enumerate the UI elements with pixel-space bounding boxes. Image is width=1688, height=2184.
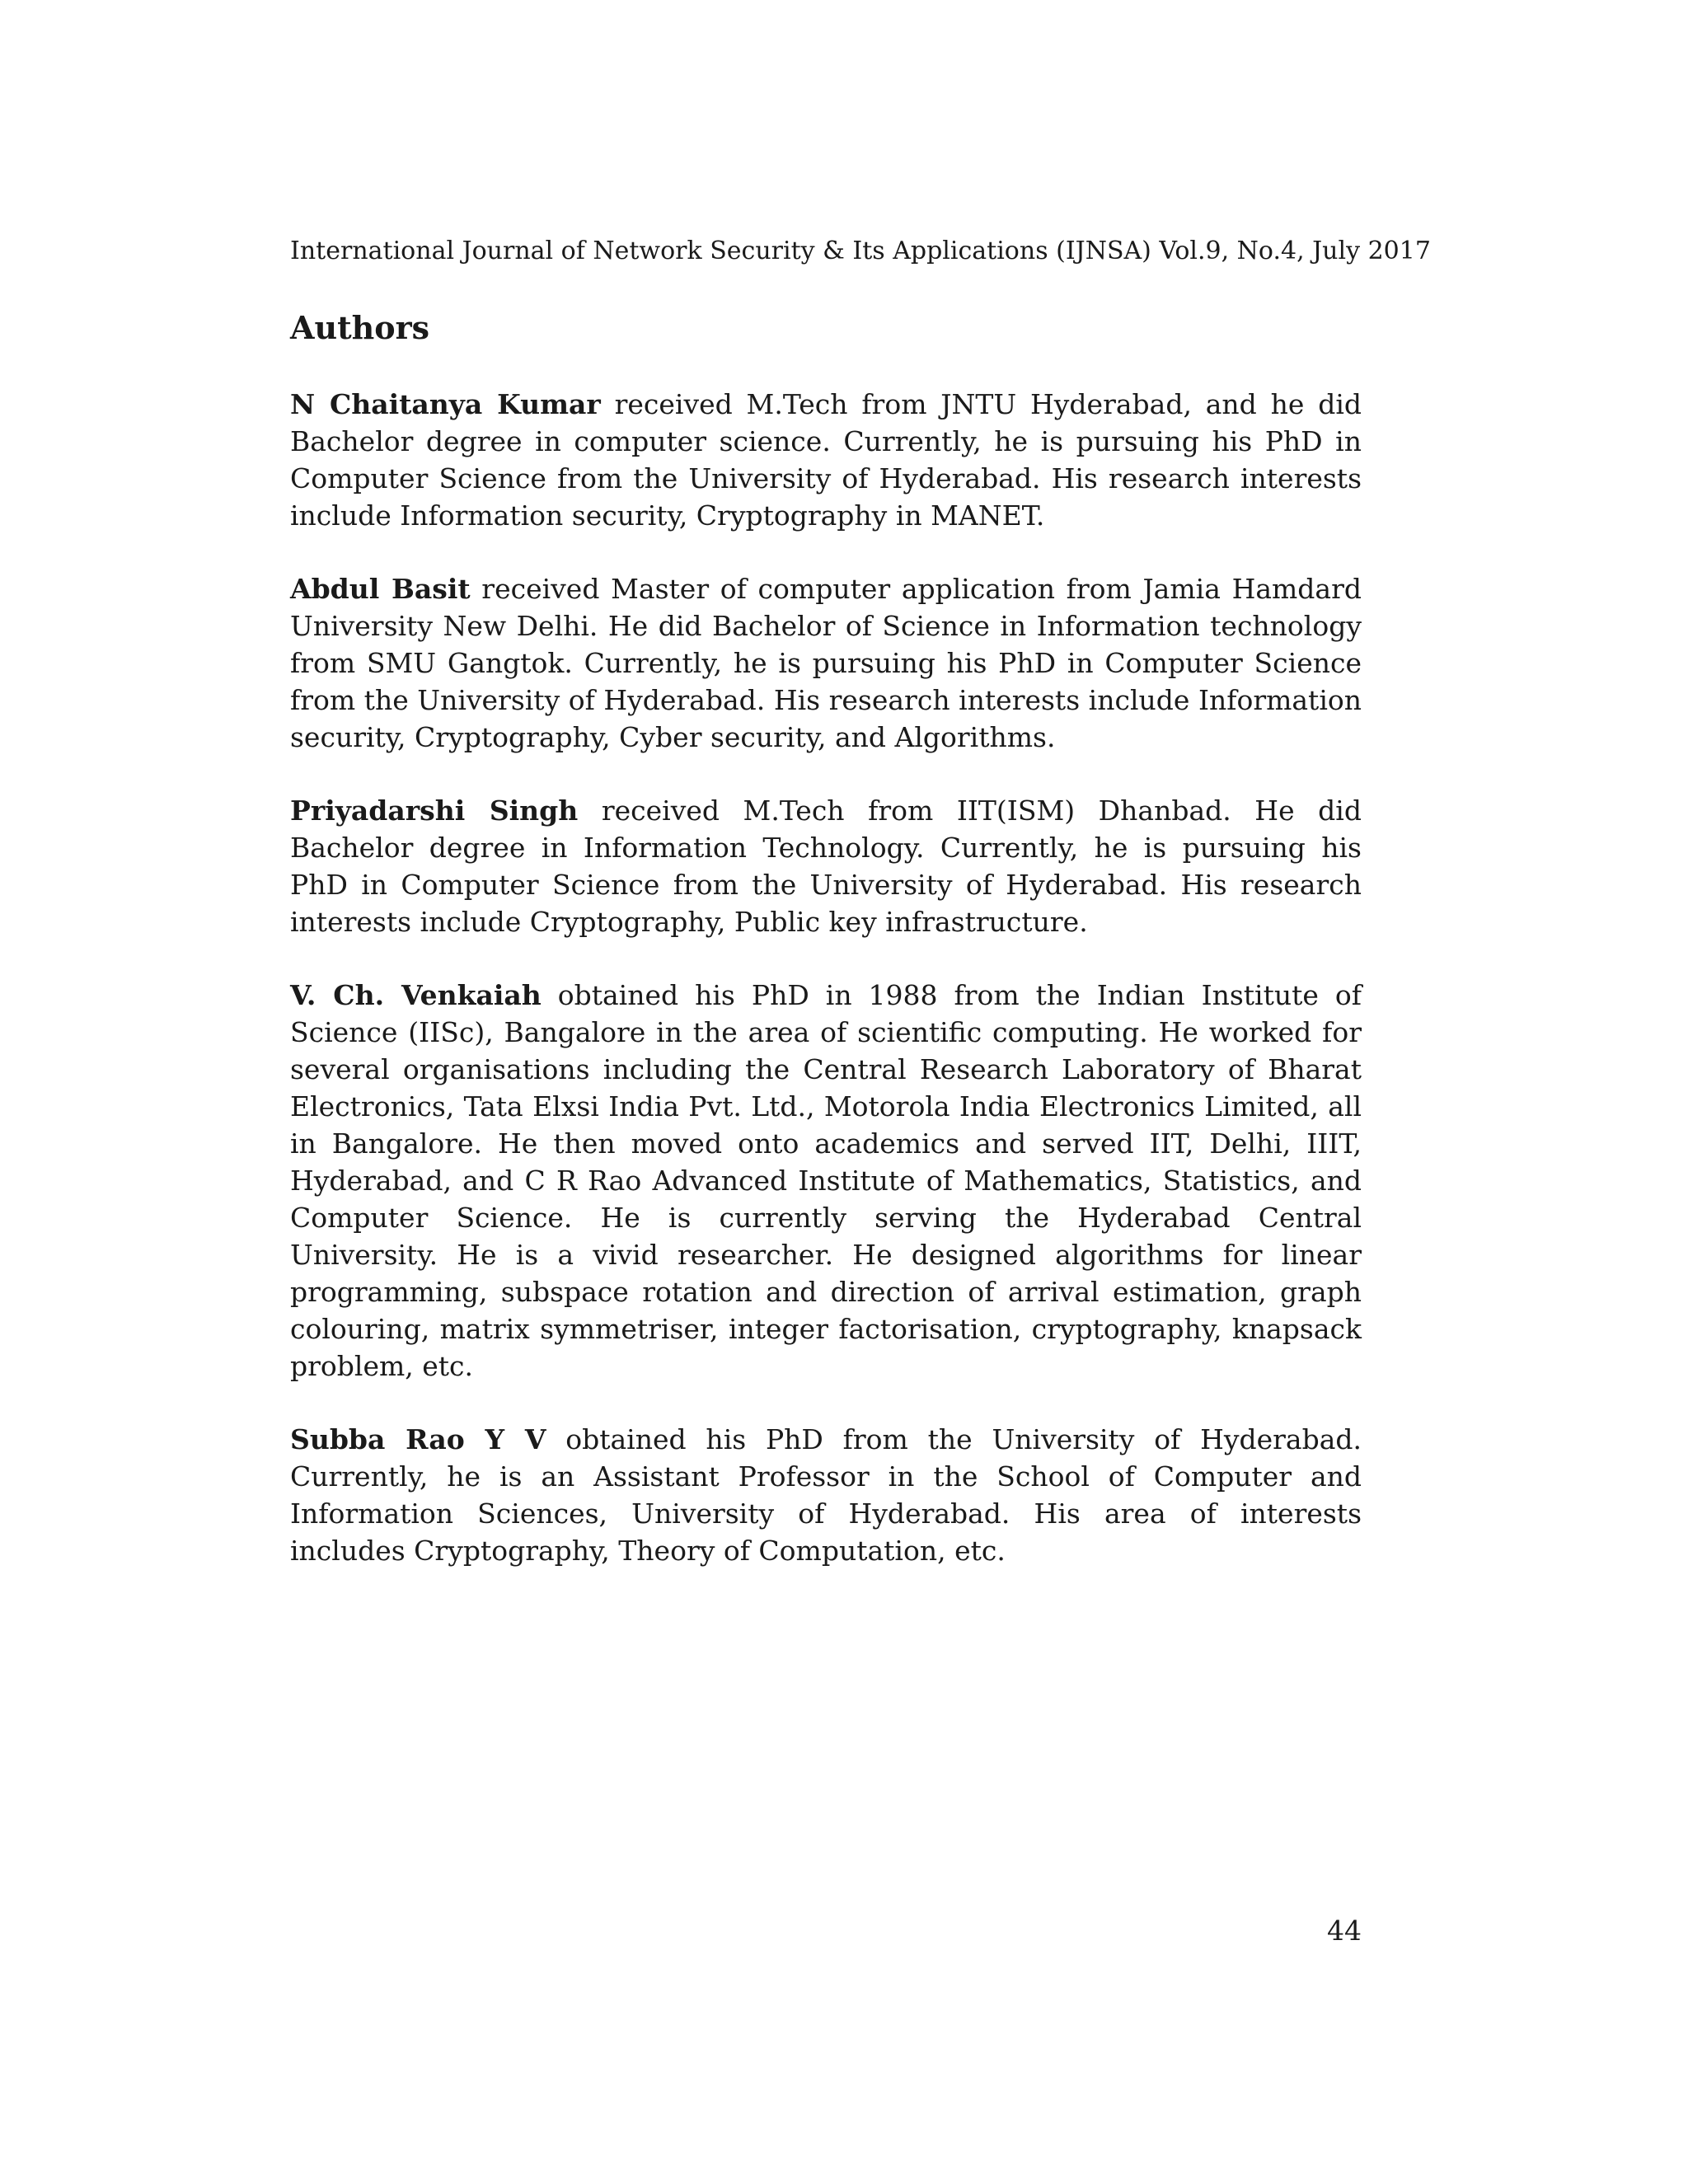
author-name: Subba Rao Y V	[290, 1423, 546, 1455]
author-bio	[290, 386, 1362, 534]
author-bio	[290, 792, 1362, 940]
author-name: Priyadarshi Singh	[290, 794, 579, 827]
author-name: V. Ch. Venkaiah	[290, 979, 542, 1011]
author-name: N Chaitanya Kumar	[290, 388, 601, 420]
author-bio-text: received Master of computer application from Jamia Hamdard University New Delhi. He did Bachelor of Science in Information technology from SMU Gangtok. Currently, he is pursuing his PhD in Computer Science from the University of Hyderabad. His research interests include Information security, Cryptography, Cyber security, and Algorithms.	[290, 573, 1362, 753]
author-name: Abdul Basit	[290, 573, 471, 605]
author-bio	[290, 977, 1362, 1385]
author-bio-text: received M.Tech from IIT(ISM) Dhanbad. He did Bachelor degree in Information Technology. Currently, he is pursuing his PhD in Computer Science from the University of Hyderabad. His research interests include Cryptography, Public key infrastructure.	[290, 794, 1362, 938]
page-number: 44	[1327, 1915, 1362, 1947]
author-bio-text: obtained his PhD from the University of Hyderabad. Currently, he is an Assistant Professor in the School of Computer and Information Sciences, University of Hyderabad. His area of interests includes Cryptography, Theory of Computation, etc.	[290, 1423, 1362, 1567]
author-bio	[290, 570, 1362, 756]
running-header: International Journal of Network Security & Its Applications (IJNSA) Vol.9, No.4, July 2017	[290, 237, 1431, 265]
author-bio-text: received M.Tech from JNTU Hyderabad, and he did Bachelor degree in computer science. Currently, he is pursuing his PhD in Computer Science from the University of Hyderabad. His research interests include Information security, Cryptography in MANET.	[290, 388, 1362, 532]
authors-section	[290, 303, 1362, 1605]
section-title: Authors	[290, 309, 430, 346]
author-bio	[290, 1421, 1362, 1569]
author-bio-text: obtained his PhD in 1988 from the Indian Institute of Science (IISc), Bangalore in the area of scientific computing. He worked for several organisations including the Central Research Laboratory of Bharat Electronics, Tata Elxsi India Pvt. Ltd., Motorola India Electronics Limited, all in Bangalore. He then moved onto academics and served IIT, Delhi, IIIT, Hyderabad, and C R Rao Advanced Institute of Mathematics, Statistics, and Computer Science. He is currently serving the Hyderabad Central University. He is a vivid researcher. He designed algorithms for linear programming, subspace rotation and direction of arrival estimation, graph colouring, matrix symmetriser, integer factorisation, cryptography, knapsack problem, etc.	[290, 979, 1362, 1382]
